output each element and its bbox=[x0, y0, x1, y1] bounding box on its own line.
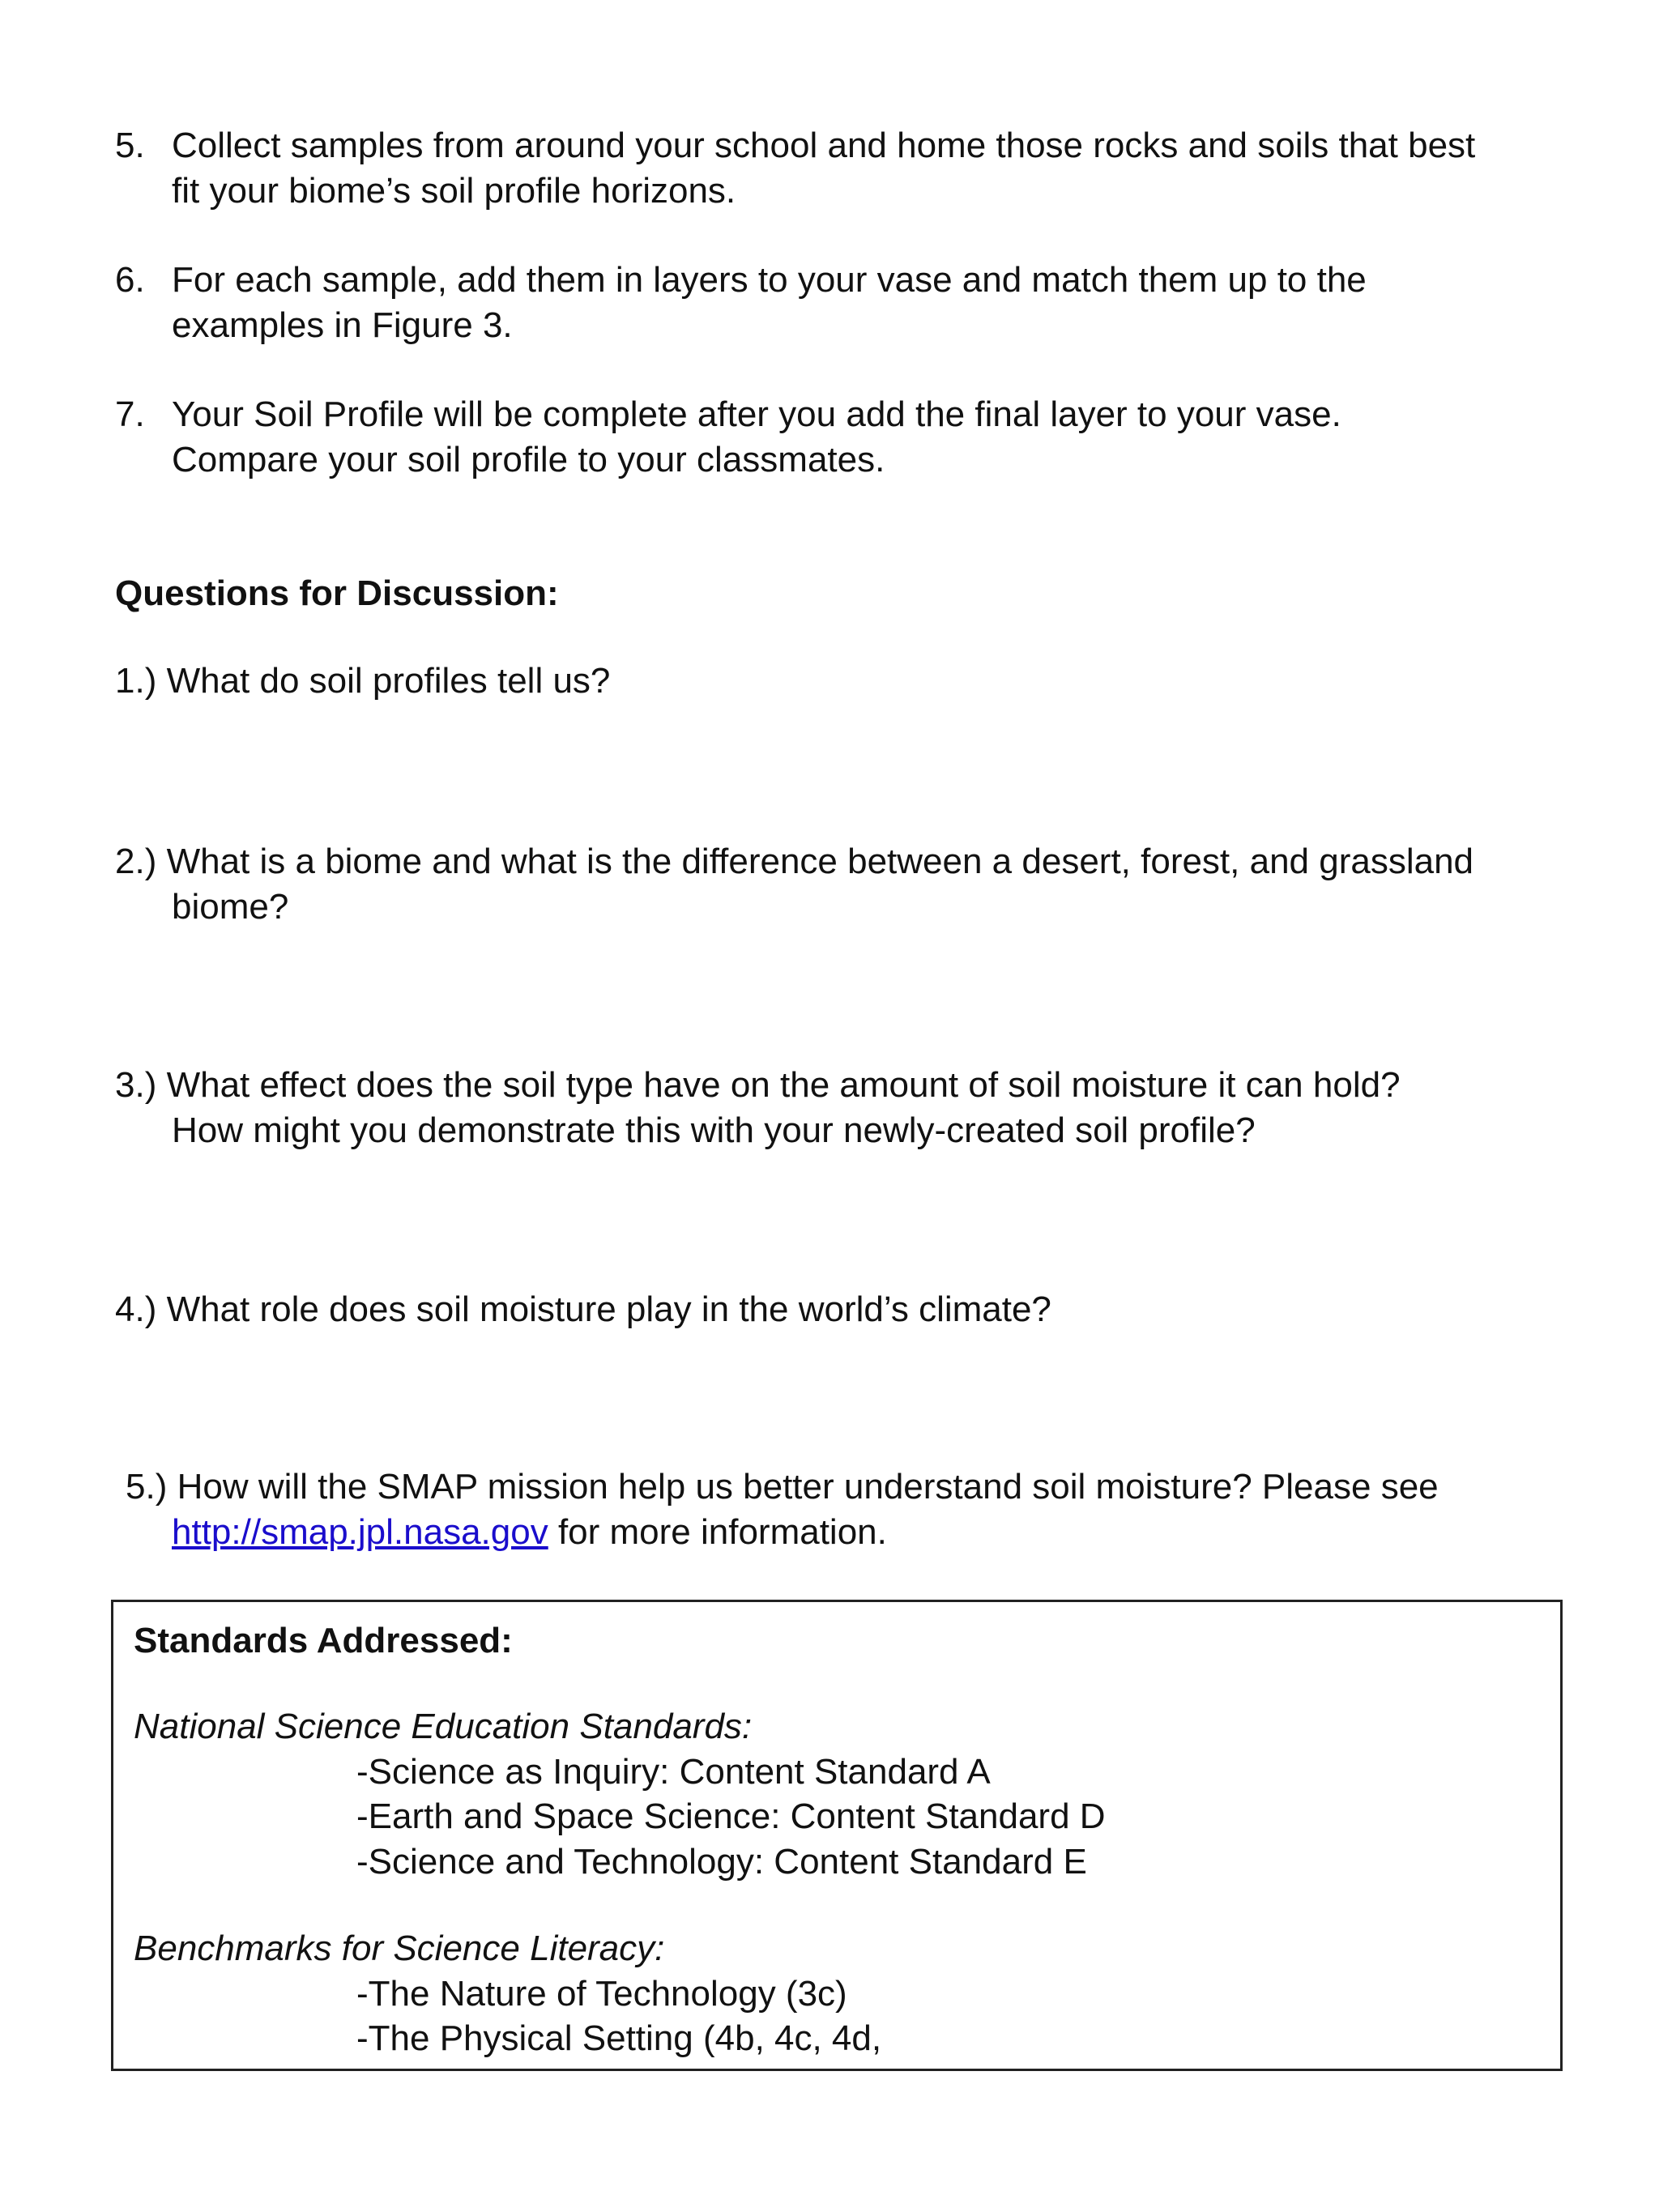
question-text: 4.) What role does soil moisture play in the world’s climate? bbox=[115, 1289, 1051, 1329]
discussion-question-2 bbox=[115, 839, 1573, 930]
question-text: 5.) How will the SMAP mission help us better understand soil moisture? Please see bbox=[126, 1467, 1439, 1507]
benchmarks-item: -The Nature of Technology (3c) bbox=[356, 1974, 847, 2014]
step-text-line-2: fit your biome’s soil profile horizons. bbox=[172, 171, 736, 211]
question-text-continued bbox=[126, 1510, 1584, 1555]
benchmarks-item: -The Physical Setting (4b, 4c, 4d, bbox=[356, 2018, 882, 2058]
discussion-question-3 bbox=[115, 1063, 1573, 1153]
nses-item: -Earth and Space Science: Content Standard D bbox=[356, 1796, 1106, 1836]
nses-heading: National Science Education Standards: bbox=[134, 1707, 753, 1746]
discussion-heading: Questions for Discussion: bbox=[115, 573, 559, 613]
benchmarks-heading: Benchmarks for Science Literacy: bbox=[134, 1929, 665, 1968]
nses-item: -Science as Inquiry: Content Standard A bbox=[356, 1752, 991, 1792]
step-text-line-1: Your Soil Profile will be complete after you add the final layer to your vase. bbox=[172, 394, 1341, 434]
standards-title: Standards Addressed: bbox=[134, 1621, 513, 1660]
question-text: 3.) What effect does the soil type have on the amount of soil moisture it can hold? bbox=[115, 1065, 1401, 1105]
step-number: 6. bbox=[115, 260, 145, 300]
standards-box bbox=[111, 1600, 1563, 2071]
step-number: 7. bbox=[115, 394, 145, 434]
question-text: 1.) What do soil profiles tell us? bbox=[115, 661, 611, 701]
step-text-line-1: Collect samples from around your school and home those rocks and soils that best bbox=[172, 126, 1476, 165]
question-text: 2.) What is a biome and what is the difference between a desert, forest, and grassland bbox=[115, 842, 1474, 881]
nses-item: -Science and Technology: Content Standard E bbox=[356, 1842, 1087, 1882]
step-text-line-1: For each sample, add them in layers to your vase and match them up to the bbox=[172, 260, 1367, 300]
step-number: 5. bbox=[115, 126, 145, 165]
discussion-question-5 bbox=[126, 1464, 1584, 1555]
discussion-question-1 bbox=[115, 658, 1573, 704]
smap-website-link[interactable]: http://smap.jpl.nasa.gov bbox=[172, 1512, 548, 1552]
discussion-question-4 bbox=[115, 1287, 1573, 1332]
link-trailing-text: for more information. bbox=[548, 1512, 887, 1552]
step-text-line-2: examples in Figure 3. bbox=[172, 305, 513, 345]
step-text-line-2: Compare your soil profile to your classmates. bbox=[172, 440, 885, 479]
question-text-continued: How might you demonstrate this with your newly-created soil profile? bbox=[172, 1110, 1256, 1150]
question-text-continued: biome? bbox=[172, 887, 289, 927]
